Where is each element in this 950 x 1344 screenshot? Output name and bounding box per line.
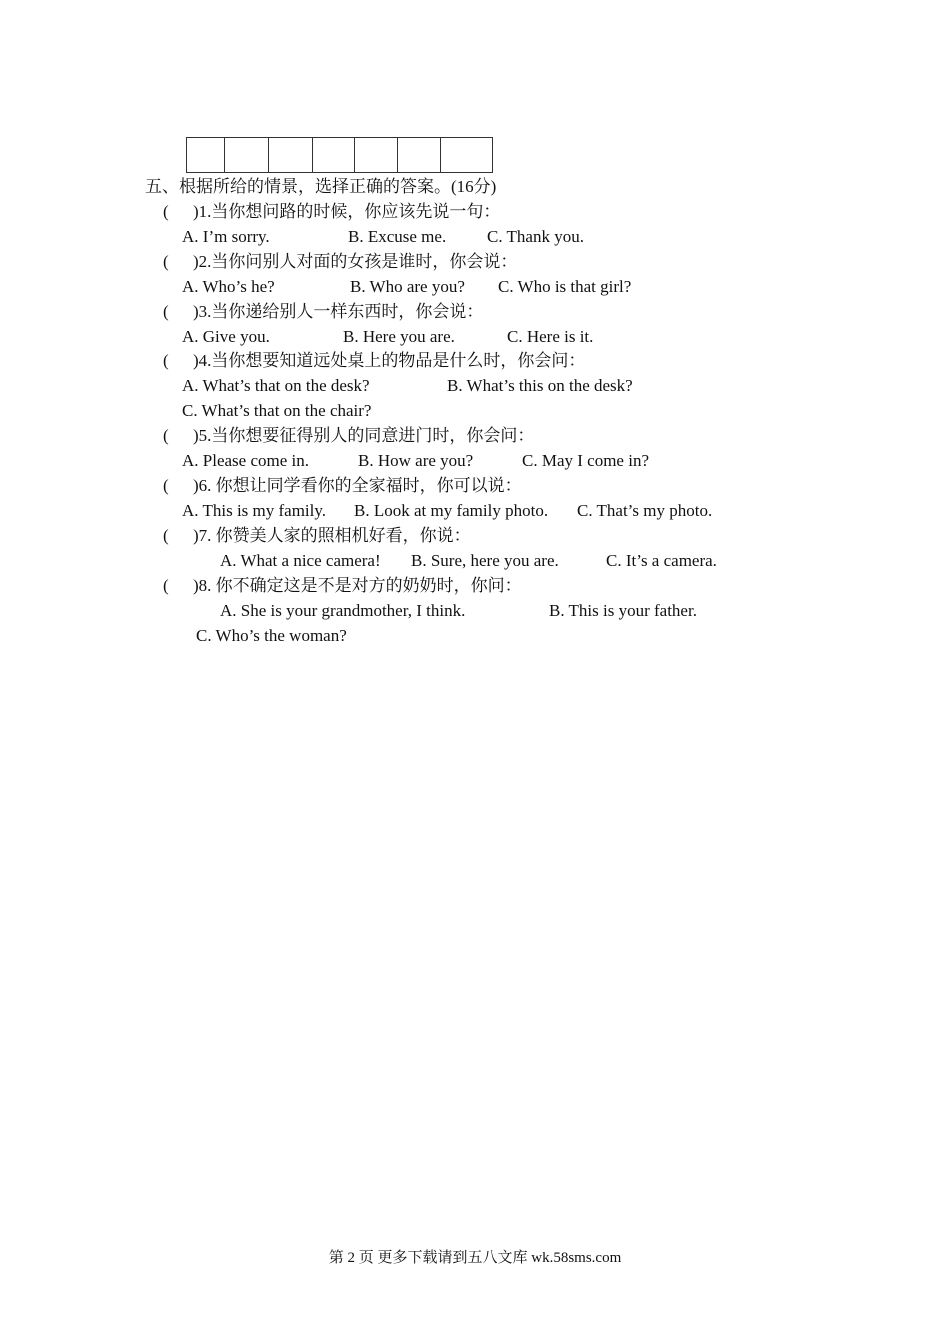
option-b: B. Here you are. bbox=[343, 327, 455, 346]
question-prompt: )7. 你赞美人家的照相机好看，你说： bbox=[193, 526, 471, 545]
option-b: B. How are you? bbox=[358, 451, 474, 470]
question-prompt: )3.当你递给别人一样东西时，你会说： bbox=[193, 302, 484, 321]
answer-cell bbox=[225, 138, 269, 172]
question-paren: ( bbox=[163, 576, 169, 595]
option-a: A. What’s that on the desk? bbox=[182, 376, 370, 395]
question-paren: ( bbox=[163, 202, 169, 221]
question-paren: ( bbox=[163, 476, 169, 495]
option-c: C. That’s my photo. bbox=[577, 501, 713, 520]
option-c: C. Thank you. bbox=[487, 227, 584, 246]
option-a: A. This is my family. bbox=[182, 501, 327, 520]
question-paren: ( bbox=[163, 426, 169, 445]
answer-cell bbox=[269, 138, 313, 172]
question-paren: ( bbox=[163, 526, 169, 545]
question-prompt: )8. 你不确定这是不是对方的奶奶时，你问： bbox=[193, 576, 522, 595]
option-b: B. Excuse me. bbox=[348, 227, 447, 246]
page-footer: 第 2 页 更多下载请到五八文库 wk.58sms.com bbox=[328, 1250, 622, 1266]
option-b: B. Who are you? bbox=[350, 277, 465, 296]
answer-cell bbox=[187, 138, 225, 172]
option-b: B. What’s this on the desk? bbox=[447, 376, 633, 395]
option-a: A. What a nice camera! bbox=[220, 551, 381, 570]
option-a: A. Please come in. bbox=[182, 451, 309, 470]
answer-grid bbox=[186, 137, 493, 173]
question-paren: ( bbox=[163, 302, 169, 321]
option-a: A. Who’s he? bbox=[182, 277, 275, 296]
question-prompt: )5.当你想要征得别人的同意进门时，你会问： bbox=[193, 426, 535, 445]
answer-cell bbox=[313, 138, 355, 172]
section-heading: 五、根据所给的情景，选择正确的答案。(16分) bbox=[145, 177, 497, 196]
option-c: C. May I come in? bbox=[522, 451, 649, 470]
option-c: C. It’s a camera. bbox=[606, 551, 717, 570]
option-b: B. Sure, here you are. bbox=[411, 551, 559, 570]
answer-cell bbox=[355, 138, 398, 172]
option-c: C. Who’s the woman? bbox=[196, 626, 347, 645]
option-a: A. She is your grandmother, I think. bbox=[220, 601, 466, 620]
question-paren: ( bbox=[163, 252, 169, 271]
option-b: B. This is your father. bbox=[549, 601, 697, 620]
option-b: B. Look at my family photo. bbox=[354, 501, 549, 520]
option-a: A. Give you. bbox=[182, 327, 270, 346]
option-c: C. Here is it. bbox=[507, 327, 594, 346]
question-prompt: )1.当你想问路的时候，你应该先说一句： bbox=[193, 202, 501, 221]
question-prompt: )2.当你问别人对面的女孩是谁时，你会说： bbox=[193, 252, 518, 271]
option-c: C. Who is that girl? bbox=[498, 277, 632, 296]
question-prompt: )4.当你想要知道远处桌上的物品是什么时，你会问： bbox=[193, 351, 586, 370]
option-a: A. I’m sorry. bbox=[182, 227, 270, 246]
question-prompt: )6. 你想让同学看你的全家福时，你可以说： bbox=[193, 476, 522, 495]
question-paren: ( bbox=[163, 351, 169, 370]
answer-cell bbox=[441, 138, 492, 172]
answer-cell bbox=[398, 138, 441, 172]
option-c: C. What’s that on the chair? bbox=[182, 401, 372, 420]
